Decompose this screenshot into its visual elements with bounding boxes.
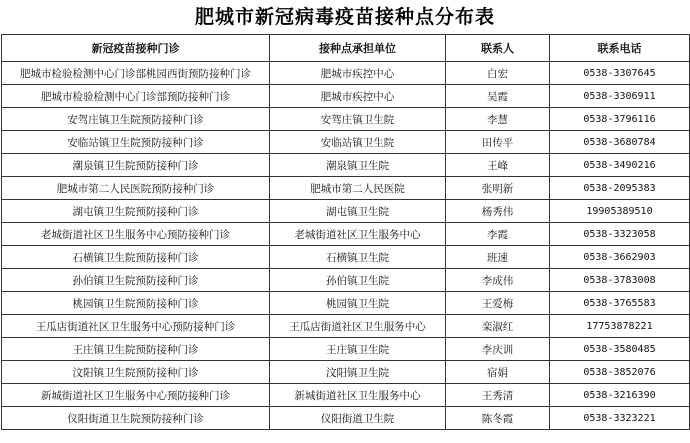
contact-person-cell: 李霞	[446, 223, 550, 246]
phone-number-cell: 0538-3852076	[550, 361, 690, 384]
unit-name-cell: 汶阳镇卫生院	[270, 361, 446, 384]
contact-person-cell: 宿娟	[446, 361, 550, 384]
contact-person-cell: 张明新	[446, 177, 550, 200]
contact-person-cell: 李成伟	[446, 269, 550, 292]
contact-person-cell: 班速	[446, 246, 550, 269]
phone-number-cell: 0538-3307645	[550, 62, 690, 85]
phone-number-cell: 0538-3662903	[550, 246, 690, 269]
table-row	[2, 338, 690, 361]
table-row	[2, 177, 690, 200]
contact-person-cell: 王爱梅	[446, 292, 550, 315]
clinic-name-cell: 肥城市检验检测中心门诊部桃园西街预防接种门诊	[2, 62, 270, 85]
contact-person-cell: 田传平	[446, 131, 550, 154]
contact-person-cell: 王秀清	[446, 384, 550, 407]
clinic-name-cell: 湖屯镇卫生院预防接种门诊	[2, 200, 270, 223]
contact-person-cell: 李慧	[446, 108, 550, 131]
table-row	[2, 361, 690, 384]
phone-number-cell: 0538-3323221	[550, 407, 690, 430]
table-row	[2, 407, 690, 430]
phone-number-cell: 0538-3216390	[550, 384, 690, 407]
phone-number-cell: 17753878221	[550, 315, 690, 338]
clinic-name-cell: 安驾庄镇卫生院预防接种门诊	[2, 108, 270, 131]
contact-person-cell: 陈冬霞	[446, 407, 550, 430]
contact-person-cell: 王峰	[446, 154, 550, 177]
phone-number-cell: 0538-3306911	[550, 85, 690, 108]
unit-name-cell: 安临站镇卫生院	[270, 131, 446, 154]
phone-number-cell: 0538-2095383	[550, 177, 690, 200]
phone-number-cell: 0538-3765583	[550, 292, 690, 315]
clinic-name-cell: 新城街道社区卫生服务中心预防接种门诊	[2, 384, 270, 407]
contact-person-cell: 白宏	[446, 62, 550, 85]
document-title: 肥城市新冠病毒疫苗接种点分布表	[194, 6, 495, 28]
clinic-name-cell: 安临站镇卫生院预防接种门诊	[2, 131, 270, 154]
unit-name-cell: 肥城市疾控中心	[270, 85, 446, 108]
clinic-name-cell: 王庄镇卫生院预防接种门诊	[2, 338, 270, 361]
table-row	[2, 223, 690, 246]
phone-number-cell: 0538-3490216	[550, 154, 690, 177]
phone-number-cell: 0538-3580485	[550, 338, 690, 361]
contact-person-cell: 栾淑红	[446, 315, 550, 338]
table-row	[2, 292, 690, 315]
phone-number-cell: 0538-3680784	[550, 131, 690, 154]
unit-name-cell: 潮泉镇卫生院	[270, 154, 446, 177]
phone-number-cell: 0538-3323058	[550, 223, 690, 246]
table-row	[2, 108, 690, 131]
unit-name-cell: 桃园镇卫生院	[270, 292, 446, 315]
clinic-name-cell: 肥城市检验检测中心门诊部预防接种门诊	[2, 85, 270, 108]
table-row	[2, 85, 690, 108]
table-row	[2, 269, 690, 292]
table-row	[2, 246, 690, 269]
column-header-clinic: 新冠疫苗接种门诊	[2, 35, 270, 62]
phone-number-cell: 0538-3783008	[550, 269, 690, 292]
unit-name-cell: 石横镇卫生院	[270, 246, 446, 269]
column-header-contact: 联系人	[446, 35, 550, 62]
table-row	[2, 200, 690, 223]
clinic-name-cell: 肥城市第二人民医院预防接种门诊	[2, 177, 270, 200]
clinic-name-cell: 老城街道社区卫生服务中心预防接种门诊	[2, 223, 270, 246]
unit-name-cell: 老城街道社区卫生服务中心	[270, 223, 446, 246]
clinic-name-cell: 孙伯镇卫生院预防接种门诊	[2, 269, 270, 292]
column-header-unit: 接种点承担单位	[270, 35, 446, 62]
table-row	[2, 62, 690, 85]
table-row	[2, 154, 690, 177]
table-header-row	[2, 35, 690, 62]
contact-person-cell: 吴霞	[446, 85, 550, 108]
clinic-name-cell: 潮泉镇卫生院预防接种门诊	[2, 154, 270, 177]
unit-name-cell: 王庄镇卫生院	[270, 338, 446, 361]
clinic-name-cell: 桃园镇卫生院预防接种门诊	[2, 292, 270, 315]
clinic-name-cell: 汶阳镇卫生院预防接种门诊	[2, 361, 270, 384]
clinic-name-cell: 王瓜店街道社区卫生服务中心预防接种门诊	[2, 315, 270, 338]
clinic-name-cell: 石横镇卫生院预防接种门诊	[2, 246, 270, 269]
contact-person-cell: 李庆训	[446, 338, 550, 361]
table-row	[2, 315, 690, 338]
column-header-phone: 联系电话	[550, 35, 690, 62]
unit-name-cell: 新城街道社区卫生服务中心	[270, 384, 446, 407]
table-row	[2, 384, 690, 407]
unit-name-cell: 湖屯镇卫生院	[270, 200, 446, 223]
unit-name-cell: 孙伯镇卫生院	[270, 269, 446, 292]
clinic-name-cell: 仪阳街道卫生院预防接种门诊	[2, 407, 270, 430]
unit-name-cell: 肥城市第二人民医院	[270, 177, 446, 200]
table-row	[2, 131, 690, 154]
phone-number-cell: 0538-3796116	[550, 108, 690, 131]
phone-number-cell: 19905389510	[550, 200, 690, 223]
vaccination-site-table	[1, 34, 690, 430]
unit-name-cell: 肥城市疾控中心	[270, 62, 446, 85]
unit-name-cell: 仪阳街道卫生院	[270, 407, 446, 430]
unit-name-cell: 王瓜店街道社区卫生服务中心	[270, 315, 446, 338]
unit-name-cell: 安驾庄镇卫生院	[270, 108, 446, 131]
contact-person-cell: 杨秀伟	[446, 200, 550, 223]
